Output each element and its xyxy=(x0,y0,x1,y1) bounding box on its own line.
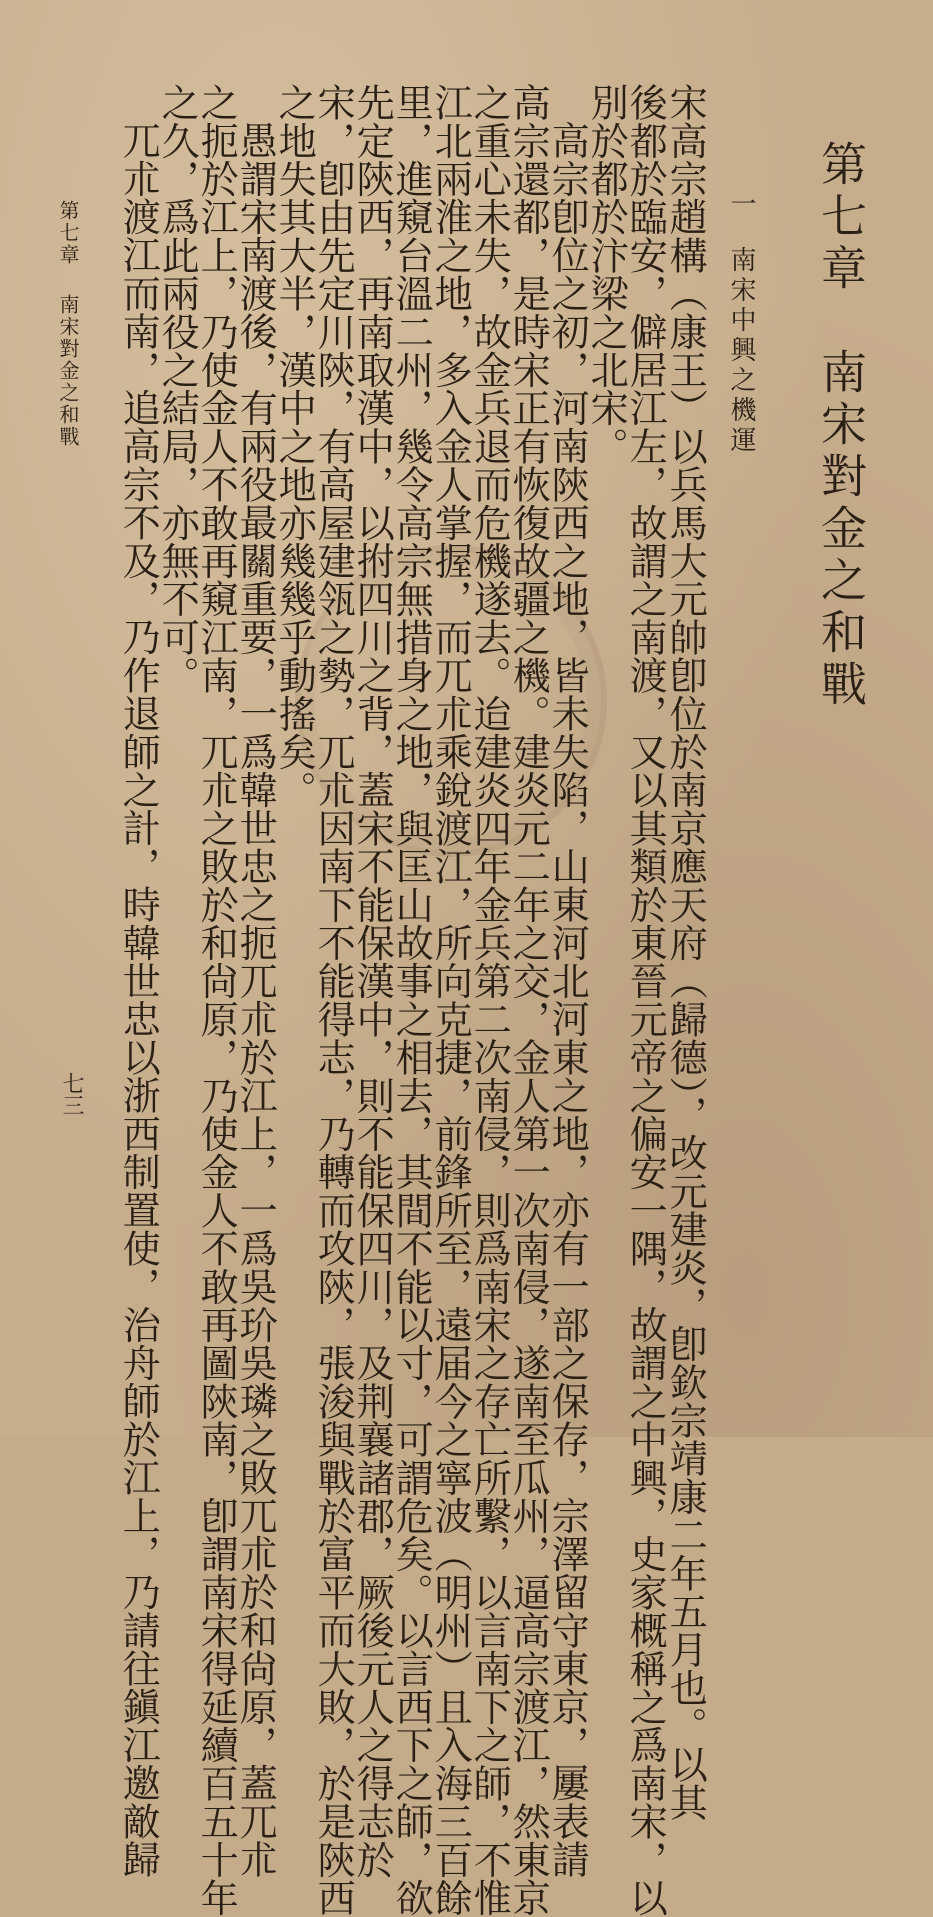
text-line: 高宗卽位之初，河南陝西之地，皆未失陷，山東河北河東之地，亦有一部之保存，宗澤留守東京，屢表請 xyxy=(544,121,589,1879)
section-title: 南宋中興之機運 xyxy=(726,246,756,456)
text-line: 愚謂宋南渡後，有兩役最關重要，一爲韓世忠之扼兀朮於江上，一爲吳玠吳璘之敗兀朮於和尙原，蓋兀朮 xyxy=(232,121,277,1879)
text-line: 之久，爲此兩役之結局，亦無不可。 xyxy=(154,83,199,695)
footer-chapter: 第七章 xyxy=(56,200,80,266)
page-number: 七三 xyxy=(59,1072,84,1116)
text-line: 先定陝西，再南取漢中，以拊四川之背，蓋宋不能保漢中，則不能保四川，及荆襄諸郡，厥後元人之得志於 xyxy=(349,83,394,1879)
running-footer xyxy=(58,200,78,448)
text-line: 後都於臨安，僻居江左，故謂之南渡，又以其類於東晉元帝之偏安一隅，故謂之中興，史家概稱之爲南宋，以 xyxy=(622,83,667,1917)
text-line: 之地失其大半，漢中之地亦幾幾乎動搖矣。 xyxy=(271,83,316,809)
text-line: 之扼於江上，乃使金人不敢再窺江南，兀朮之敗於和尙原，乃使金人不敢再圖陝南，卽謂南宋得延續百五十年 xyxy=(193,83,238,1917)
text-line: 宋高宗趙構（康王）以兵馬大元帥卽位於南京應天府（歸德），改元建炎，卽欽宗靖康二年五月也。以其 xyxy=(662,83,707,1822)
text-line: 宋，卽由先定川陝，有高屋建瓴之勢，兀朮因南下不能得志，乃轉而攻陝，張浚與戰於富平而大敗，於是陝西 xyxy=(310,83,355,1917)
text-line: 高宗還都，是時宋正有恢復故疆之機。建炎元二年之交，金人第一次南侵，遂南至瓜州，逼高宗渡江，然東京 xyxy=(505,83,550,1917)
text-line: 江北兩淮之地，多入金人掌握，而兀朮乘銳渡江，所向克捷，前鋒所至，遠届今之寧波（明州）且入海三百餘 xyxy=(427,83,472,1917)
text-line: 之重心未失，故金兵退而危機遂去。迨建炎四年金兵第二次南侵，則爲南宋之存亡所繫，以言南下之師，不惟 xyxy=(466,83,511,1917)
section-number: 一 xyxy=(726,190,756,220)
footer-title: 南宋對金之和戰 xyxy=(56,294,80,448)
section-heading xyxy=(728,190,754,456)
text-line: 兀朮渡江而南，追高宗不及，乃作退師之計，時韓世忠以浙西制置使，治舟師於江上，乃請往鎭江邀敵歸 xyxy=(115,121,160,1879)
chapter-title: 第七章 南宋對金之和戰 xyxy=(814,140,868,712)
text-line: 別於都於汴梁之北宋。 xyxy=(583,83,628,465)
text-line: 里，進窺台溫二州，幾令高宗無措身之地，與匡山故事之相去，其間不能以寸，可謂危矣。以言西下之師，欲 xyxy=(388,83,433,1917)
